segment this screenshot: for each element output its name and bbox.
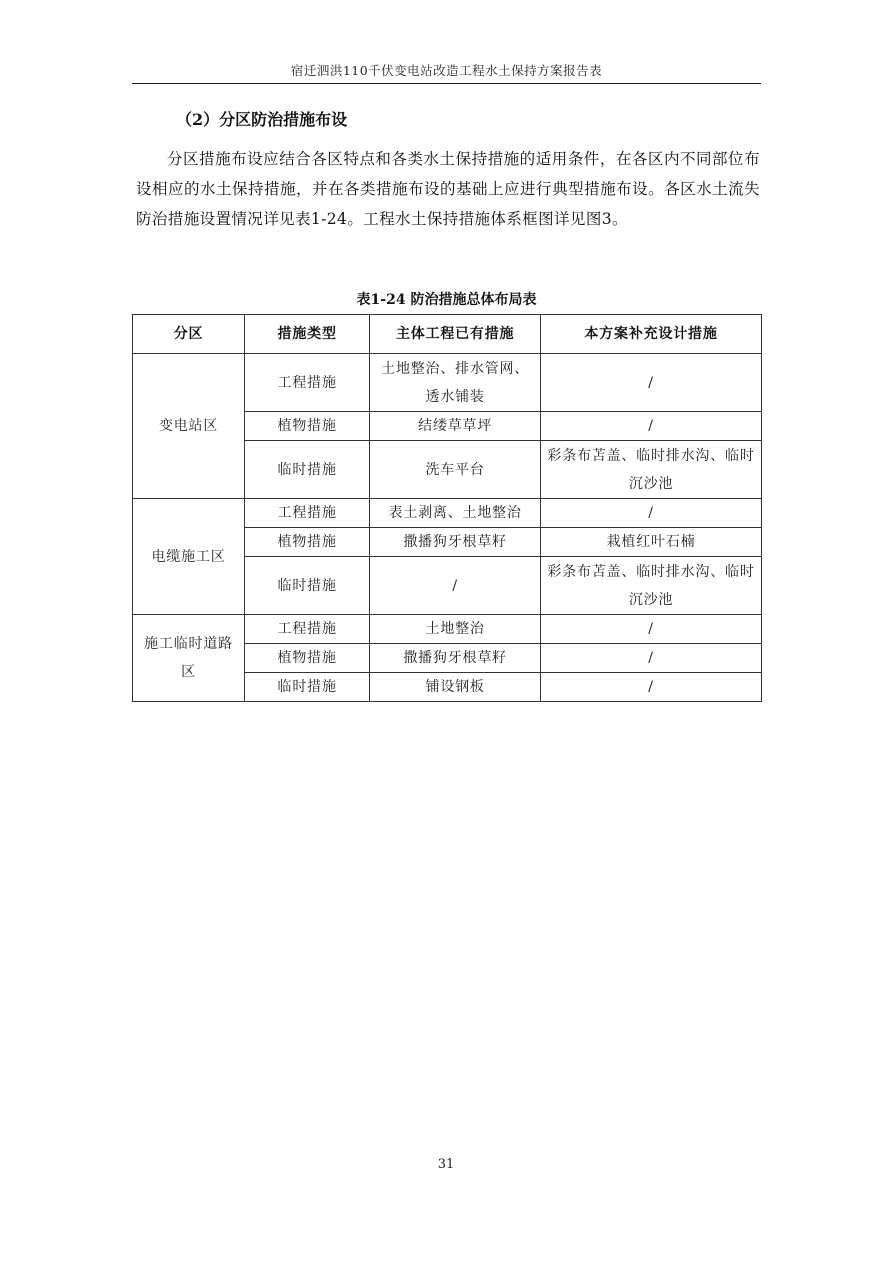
section-heading: （2）分区防治措施布设 — [176, 110, 348, 129]
column-header-measure-type: 措施类型 — [245, 315, 370, 354]
measures-layout-table — [132, 314, 762, 702]
supplementary-measure-cell: 栽植红叶石楠 — [541, 528, 762, 557]
supplementary-measure-cell: 彩条布苫盖、临时排水沟、临时沉沙池 — [541, 441, 762, 499]
existing-measure-cell: 土地整治、排水管网、透水铺装 — [370, 354, 541, 412]
existing-measure-cell: 土地整治 — [370, 615, 541, 644]
measure-type-cell: 临时措施 — [245, 557, 370, 615]
existing-measure-cell: 表土剥离、土地整治 — [370, 499, 541, 528]
body-paragraph: 分区措施布设应结合各区特点和各类水土保持措施的适用条件，在各区内不同部位布设相应的水土保持措施，并在各类措施布设的基础上应进行典型措施布设。各区水土流失防治措施设置情况详见表1-24。工程水土保持措施体系框图详见图3。 — [136, 150, 760, 228]
zone-cell-cable-construction: 电缆施工区 — [133, 499, 245, 615]
measure-type-cell: 工程措施 — [245, 499, 370, 528]
measure-type-cell: 植物措施 — [245, 528, 370, 557]
header-title: 宿迁泗洪110千伏变电站改造工程水土保持方案报告表 — [290, 63, 603, 78]
measure-type-cell: 工程措施 — [245, 354, 370, 412]
table-row — [133, 354, 762, 412]
supplementary-measure-cell: / — [541, 354, 762, 412]
table-caption: 表1-24 防治措施总体布局表 — [356, 292, 537, 308]
supplementary-measure-cell: / — [541, 412, 762, 441]
column-header-zone: 分区 — [133, 315, 245, 354]
measure-type-cell: 临时措施 — [245, 673, 370, 702]
supplementary-measure-cell: / — [541, 615, 762, 644]
existing-measure-cell: 撒播狗牙根草籽 — [370, 528, 541, 557]
existing-measure-cell: 铺设钢板 — [370, 673, 541, 702]
table-header-row — [133, 315, 762, 354]
supplementary-measure-cell: 彩条布苫盖、临时排水沟、临时沉沙池 — [541, 557, 762, 615]
table-row — [133, 499, 762, 528]
column-header-supplementary-measures: 本方案补充设计措施 — [541, 315, 762, 354]
measure-type-cell: 植物措施 — [245, 412, 370, 441]
measure-type-cell: 工程措施 — [245, 615, 370, 644]
supplementary-measure-cell: / — [541, 644, 762, 673]
measure-type-cell: 临时措施 — [245, 441, 370, 499]
existing-measure-cell: 撒播狗牙根草籽 — [370, 644, 541, 673]
page-number: 31 — [437, 1157, 455, 1172]
page-header — [132, 62, 761, 84]
existing-measure-cell: / — [370, 557, 541, 615]
zone-cell-temporary-road: 施工临时道路区 — [133, 615, 245, 702]
zone-cell-substation: 变电站区 — [133, 354, 245, 499]
existing-measure-cell: 洗车平台 — [370, 441, 541, 499]
measure-type-cell: 植物措施 — [245, 644, 370, 673]
table-row — [133, 615, 762, 644]
column-header-existing-measures: 主体工程已有措施 — [370, 315, 541, 354]
existing-measure-cell: 结缕草草坪 — [370, 412, 541, 441]
supplementary-measure-cell: / — [541, 673, 762, 702]
supplementary-measure-cell: / — [541, 499, 762, 528]
